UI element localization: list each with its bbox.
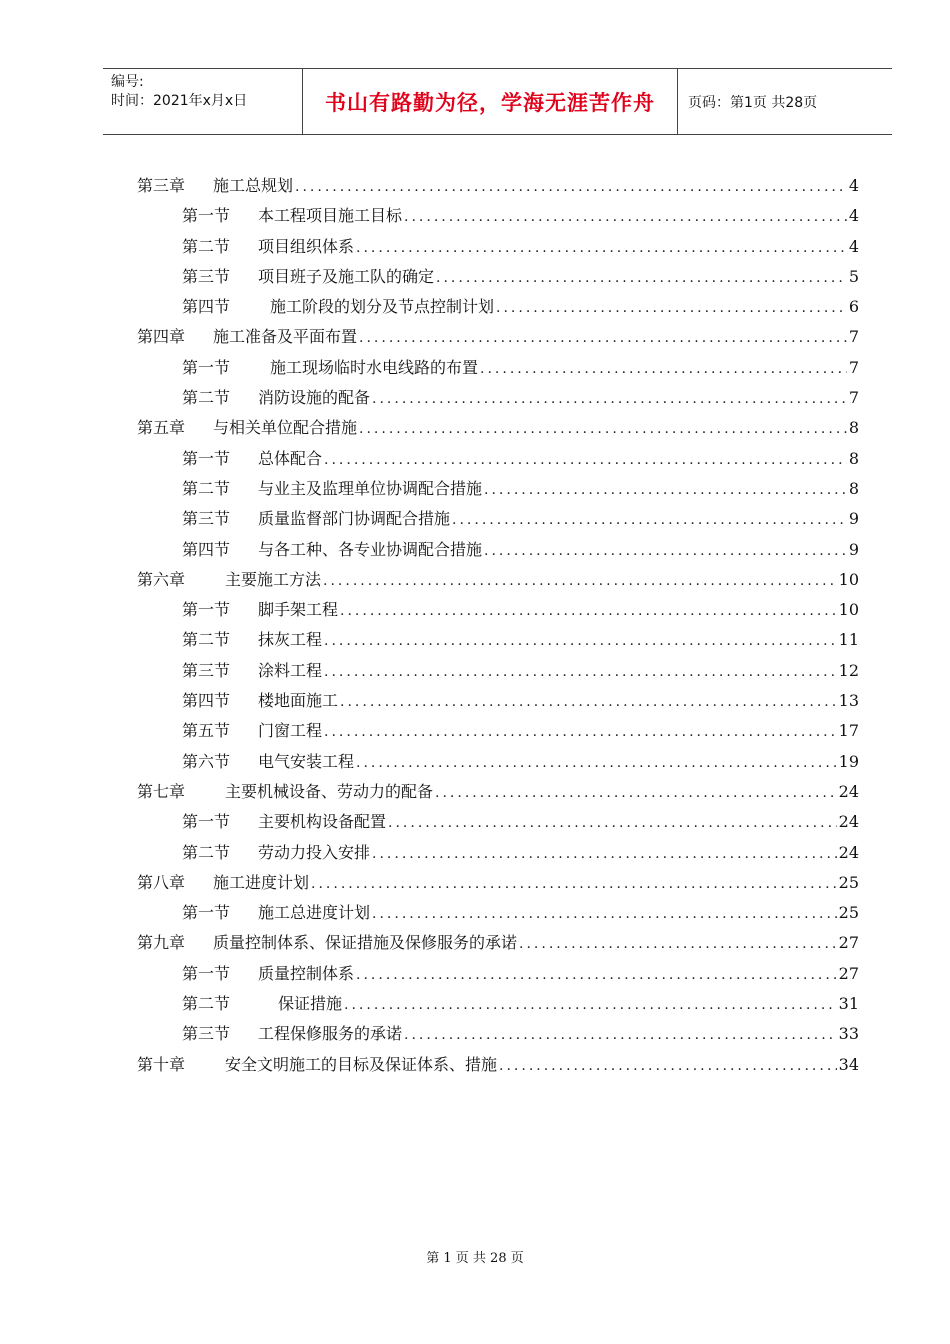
toc-entry-page: 11 <box>838 630 859 650</box>
toc-chapter-row[interactable] <box>137 930 859 960</box>
toc-entry-title: 项目班子及施工队的确定 <box>258 266 435 286</box>
toc-section-row[interactable] <box>137 506 859 536</box>
toc-entry-label: 第五节 <box>182 721 231 741</box>
toc-section-row[interactable] <box>137 355 859 385</box>
toc-section-row[interactable] <box>137 809 859 839</box>
toc-entry-page: 7 <box>848 388 859 408</box>
toc-entry-page: 34 <box>838 1054 859 1074</box>
toc-entry-title: 涂料工程 <box>258 660 323 680</box>
toc-dot-leader <box>404 1027 837 1043</box>
toc-dot-leader <box>356 755 837 771</box>
toc-dot-leader <box>324 452 847 468</box>
toc-section-row[interactable] <box>137 688 859 718</box>
toc-dot-leader <box>372 846 837 862</box>
toc-entry-label: 第六节 <box>182 751 231 771</box>
toc-entry-label: 第九章 <box>137 933 186 953</box>
toc-section-row[interactable] <box>137 264 859 294</box>
toc-entry-page: 25 <box>838 903 859 923</box>
document-number-label: 编号: <box>111 74 144 90</box>
toc-entry-page: 10 <box>838 569 859 589</box>
toc-section-row[interactable] <box>137 961 859 991</box>
toc-entry-title: 质量控制体系、保证措施及保修服务的承诺 <box>213 933 518 953</box>
toc-entry-title: 脚手架工程 <box>258 600 339 620</box>
toc-entry-label: 第二节 <box>182 842 231 862</box>
toc-entry-title: 施工总进度计划 <box>258 903 371 923</box>
toc-dot-leader <box>359 330 847 346</box>
toc-entry-label: 第一节 <box>182 206 231 226</box>
toc-entry-label: 第一节 <box>182 600 231 620</box>
toc-section-row[interactable] <box>137 840 859 870</box>
header-meta <box>103 69 303 134</box>
toc-section-row[interactable] <box>137 385 859 415</box>
toc-entry-label: 第八章 <box>137 872 186 892</box>
toc-section-row[interactable] <box>137 476 859 506</box>
toc-entry-title: 楼地面施工 <box>258 691 339 711</box>
toc-chapter-row[interactable] <box>137 415 859 445</box>
toc-entry-page: 4 <box>848 206 859 226</box>
table-of-contents <box>137 173 859 1082</box>
toc-entry-label: 第一节 <box>182 448 231 468</box>
toc-chapter-row[interactable] <box>137 173 859 203</box>
toc-chapter-row[interactable] <box>137 870 859 900</box>
toc-entry-page: 8 <box>848 478 859 498</box>
toc-entry-title: 施工准备及平面布置 <box>213 327 358 347</box>
toc-section-row[interactable] <box>137 446 859 476</box>
toc-entry-title: 安全文明施工的目标及保证体系、措施 <box>225 1054 498 1074</box>
toc-section-row[interactable] <box>137 627 859 657</box>
toc-entry-title: 消防设施的配备 <box>258 388 371 408</box>
toc-entry-page: 24 <box>838 842 859 862</box>
toc-dot-leader <box>359 421 847 437</box>
toc-dot-leader <box>436 270 847 286</box>
toc-entry-title: 主要施工方法 <box>225 569 322 589</box>
toc-entry-label: 第三节 <box>182 1024 231 1044</box>
toc-dot-leader <box>311 876 837 892</box>
toc-entry-page: 9 <box>848 509 859 529</box>
toc-entry-title: 施工进度计划 <box>213 872 310 892</box>
toc-entry-page: 12 <box>838 660 859 680</box>
toc-dot-leader <box>404 209 847 225</box>
toc-entry-title: 劳动力投入安排 <box>258 842 371 862</box>
toc-dot-leader <box>519 936 837 952</box>
toc-entry-title: 与相关单位配合措施 <box>213 418 358 438</box>
toc-dot-leader <box>356 240 847 256</box>
toc-entry-page: 7 <box>848 327 859 347</box>
toc-entry-page: 27 <box>838 933 859 953</box>
toc-entry-title: 施工总规划 <box>213 176 294 195</box>
toc-dot-leader <box>372 391 847 407</box>
toc-section-row[interactable] <box>137 1021 859 1051</box>
toc-entry-label: 第三节 <box>182 660 231 680</box>
page-footer: 第 1 页 共 28 页 <box>426 1251 524 1266</box>
toc-entry-page: 8 <box>848 448 859 468</box>
toc-section-row[interactable] <box>137 658 859 688</box>
toc-entry-label: 第三章 <box>137 176 186 195</box>
toc-entry-title: 质量控制体系 <box>258 963 355 983</box>
toc-entry-title: 施工现场临时水电线路的布置 <box>270 357 479 377</box>
toc-entry-label: 第二节 <box>182 478 231 498</box>
toc-entry-label: 第三节 <box>182 509 231 529</box>
toc-dot-leader <box>435 785 837 801</box>
toc-entry-label: 第一节 <box>182 812 231 832</box>
toc-entry-title: 与各工种、各专业协调配合措施 <box>258 539 483 559</box>
toc-dot-leader <box>295 179 847 195</box>
toc-dot-leader <box>496 300 847 316</box>
toc-section-row[interactable] <box>137 234 859 264</box>
toc-entry-page: 4 <box>848 176 859 195</box>
toc-entry-title: 项目组织体系 <box>258 236 355 256</box>
toc-entry-page: 6 <box>848 297 859 317</box>
toc-entry-page: 25 <box>838 872 859 892</box>
toc-entry-page: 31 <box>838 994 859 1014</box>
toc-dot-leader <box>480 361 847 377</box>
toc-entry-label: 第一节 <box>182 903 231 923</box>
toc-dot-leader <box>324 724 837 740</box>
toc-dot-leader <box>484 543 847 559</box>
toc-dot-leader <box>344 997 837 1013</box>
page-header <box>103 68 892 135</box>
toc-dot-leader <box>484 482 847 498</box>
toc-dot-leader <box>323 573 837 589</box>
toc-entry-page: 19 <box>838 751 859 771</box>
toc-dot-leader <box>452 512 847 528</box>
toc-dot-leader <box>324 664 837 680</box>
toc-entry-label: 第四节 <box>182 539 231 559</box>
document-time: 时间：2021年x月x日 <box>111 93 248 109</box>
toc-dot-leader <box>388 815 837 831</box>
toc-entry-title: 抹灰工程 <box>258 630 323 650</box>
toc-entry-page: 5 <box>848 266 859 286</box>
toc-entry-label: 第二节 <box>182 630 231 650</box>
toc-entry-title: 与业主及监理单位协调配合措施 <box>258 478 483 498</box>
toc-entry-page: 10 <box>838 600 859 620</box>
toc-entry-title: 质量监督部门协调配合措施 <box>258 509 451 529</box>
toc-entry-title: 电气安装工程 <box>258 751 355 771</box>
toc-dot-leader <box>372 906 837 922</box>
toc-entry-title: 本工程项目施工目标 <box>258 206 403 226</box>
toc-entry-page: 33 <box>838 1024 859 1044</box>
toc-chapter-row[interactable] <box>137 324 859 354</box>
toc-section-row[interactable] <box>137 749 859 779</box>
toc-entry-title: 主要机构设备配置 <box>258 812 387 832</box>
toc-entry-title: 门窗工程 <box>258 721 323 741</box>
toc-entry-label: 第二节 <box>182 388 231 408</box>
header-slogan: 书山有路勤为径，学海无涯苦作舟 <box>303 69 678 134</box>
toc-entry-label: 第十章 <box>137 1054 186 1074</box>
header-page-info: 页码：第1页 共28页 <box>688 94 818 111</box>
toc-section-row[interactable] <box>137 718 859 748</box>
toc-entry-page: 24 <box>838 812 859 832</box>
toc-entry-label: 第一节 <box>182 963 231 983</box>
toc-entry-label: 第三节 <box>182 266 231 286</box>
toc-entry-label: 第六章 <box>137 569 186 589</box>
toc-section-row[interactable] <box>137 597 859 627</box>
toc-entry-label: 第四节 <box>182 691 231 711</box>
toc-dot-leader <box>356 967 837 983</box>
toc-section-row[interactable] <box>137 294 859 324</box>
toc-entry-title: 总体配合 <box>258 448 323 468</box>
toc-chapter-row[interactable] <box>137 779 859 809</box>
toc-dot-leader <box>499 1058 837 1074</box>
toc-entry-label: 第七章 <box>137 781 186 801</box>
toc-entry-title: 工程保修服务的承诺 <box>258 1024 403 1044</box>
toc-dot-leader <box>340 694 837 710</box>
toc-entry-title: 保证措施 <box>278 994 343 1014</box>
toc-entry-label: 第二节 <box>182 236 231 256</box>
toc-entry-page: 24 <box>838 781 859 801</box>
toc-entry-label: 第五章 <box>137 418 186 438</box>
toc-entry-label: 第一节 <box>182 357 231 377</box>
toc-entry-page: 13 <box>838 691 859 711</box>
toc-entry-page: 17 <box>838 721 859 741</box>
toc-entry-page: 4 <box>848 236 859 256</box>
toc-chapter-row[interactable] <box>137 567 859 597</box>
toc-entry-title: 主要机械设备、劳动力的配备 <box>225 781 434 801</box>
toc-section-row[interactable] <box>137 991 859 1021</box>
toc-dot-leader <box>324 633 837 649</box>
toc-entry-page: 9 <box>848 539 859 559</box>
toc-entry-page: 27 <box>838 963 859 983</box>
toc-section-row[interactable] <box>137 203 859 233</box>
toc-entry-label: 第四节 <box>182 297 231 317</box>
toc-chapter-row[interactable] <box>137 1052 859 1082</box>
toc-entry-title: 施工阶段的划分及节点控制计划 <box>270 297 495 317</box>
toc-dot-leader <box>340 603 837 619</box>
toc-entry-label: 第二节 <box>182 994 231 1014</box>
toc-section-row[interactable] <box>137 537 859 567</box>
toc-entry-label: 第四章 <box>137 327 186 347</box>
toc-entry-page: 8 <box>848 418 859 438</box>
toc-entry-page: 7 <box>848 357 859 377</box>
toc-section-row[interactable] <box>137 900 859 930</box>
